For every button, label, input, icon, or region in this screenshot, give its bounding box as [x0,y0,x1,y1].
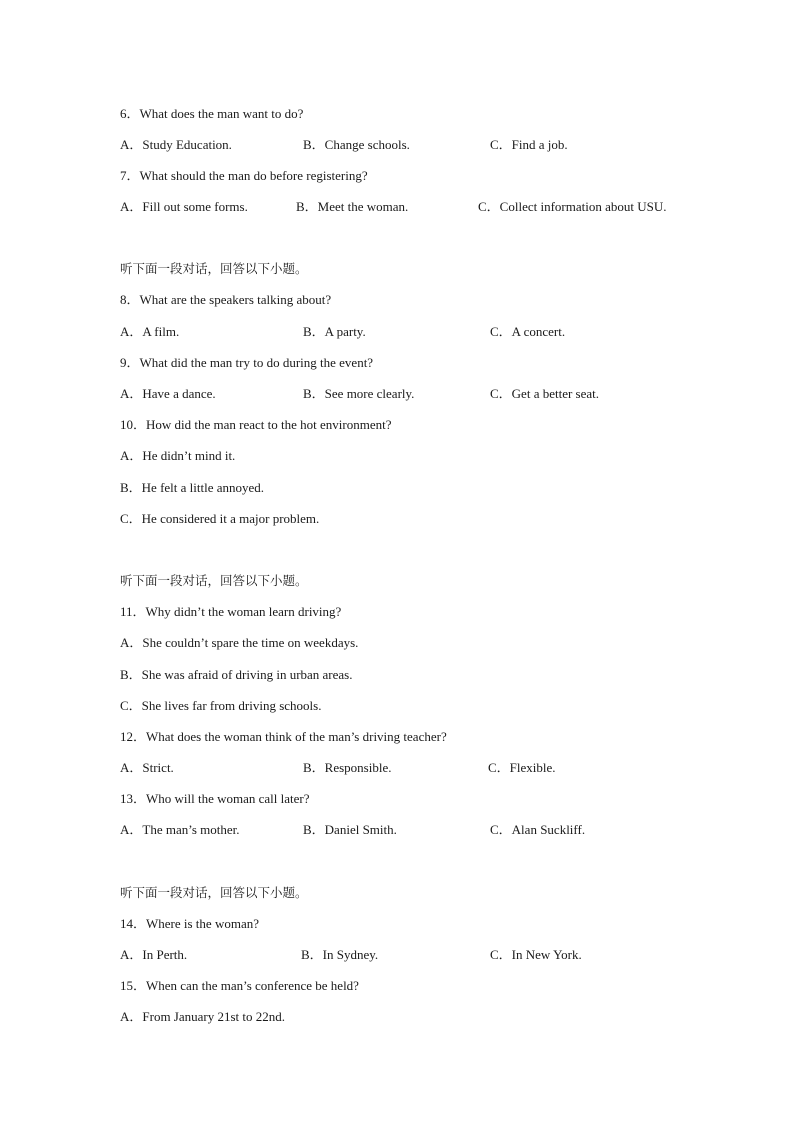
question-10-option-b: B．He felt a little annoyed. [120,480,265,495]
question-9-option-a: A．Have a dance. [120,386,216,401]
question-6-option-c: C．Find a job. [490,137,568,152]
question-8-options [120,322,720,342]
section-header: 听下面一段对话，回答以下小题。 [120,573,308,588]
question-11-stem: 11．Why didn’t the woman learn driving? [120,604,342,619]
question-11-option-c: C．She lives far from driving schools. [120,698,322,713]
question-11-option-b: B．She was afraid of driving in urban areas. [120,667,353,682]
question-7-option-a: A．Fill out some forms. [120,199,248,214]
question-13-option-a: A．The man’s mother. [120,822,240,837]
question-14-option-c: C．In New York. [490,947,582,962]
question-8-option-a: A．A film. [120,324,180,339]
question-13-option-c: C．Alan Suckliff. [490,822,586,837]
question-13-option-b: B．Daniel Smith. [303,822,397,837]
question-15-option-a: A．From January 21st to 22nd. [120,1009,286,1024]
question-8-stem: 8．What are the speakers talking about? [120,292,332,307]
question-12-option-b: B．Responsible. [303,760,392,775]
question-7-options [120,197,720,217]
question-12-option-a: A．Strict. [120,760,174,775]
question-11-option-a: A．She couldn’t spare the time on weekdays. [120,635,359,650]
question-8-option-c: C．A concert. [490,324,566,339]
question-7-option-b: B．Meet the woman. [296,199,409,214]
section-header: 听下面一段对话，回答以下小题。 [120,261,308,276]
question-7-option-c: C．Collect information about USU. [478,199,667,214]
question-13-options [120,820,720,840]
question-14-option-a: A．In Perth. [120,947,188,962]
question-9-option-c: C．Get a better seat. [490,386,600,401]
question-13-stem: 13．Who will the woman call later? [120,791,310,806]
question-12-options [120,758,720,778]
question-12-stem: 12．What does the woman think of the man’s driving teacher? [120,729,447,744]
question-9-option-b: B．See more clearly. [303,386,415,401]
question-6-option-a: A．Study Education. [120,137,232,152]
question-14-option-b: B．In Sydney. [301,947,379,962]
question-9-options [120,384,720,404]
question-7-stem: 7．What should the man do before registering? [120,168,368,183]
question-14-stem: 14．Where is the woman? [120,916,259,931]
question-6-options [120,135,720,155]
question-12-option-c: C．Flexible. [488,760,556,775]
question-10-stem: 10．How did the man react to the hot environment? [120,417,392,432]
question-10-option-c: C．He considered it a major problem. [120,511,320,526]
section-header: 听下面一段对话，回答以下小题。 [120,885,308,900]
question-9-stem: 9．What did the man try to do during the event? [120,355,374,370]
question-14-options [120,945,720,965]
question-10-option-a: A．He didn’t mind it. [120,448,236,463]
question-15-stem: 15．When can the man’s conference be held? [120,978,359,993]
question-8-option-b: B．A party. [303,324,366,339]
question-6-stem: 6．What does the man want to do? [120,106,304,121]
question-6-option-b: B．Change schools. [303,137,410,152]
